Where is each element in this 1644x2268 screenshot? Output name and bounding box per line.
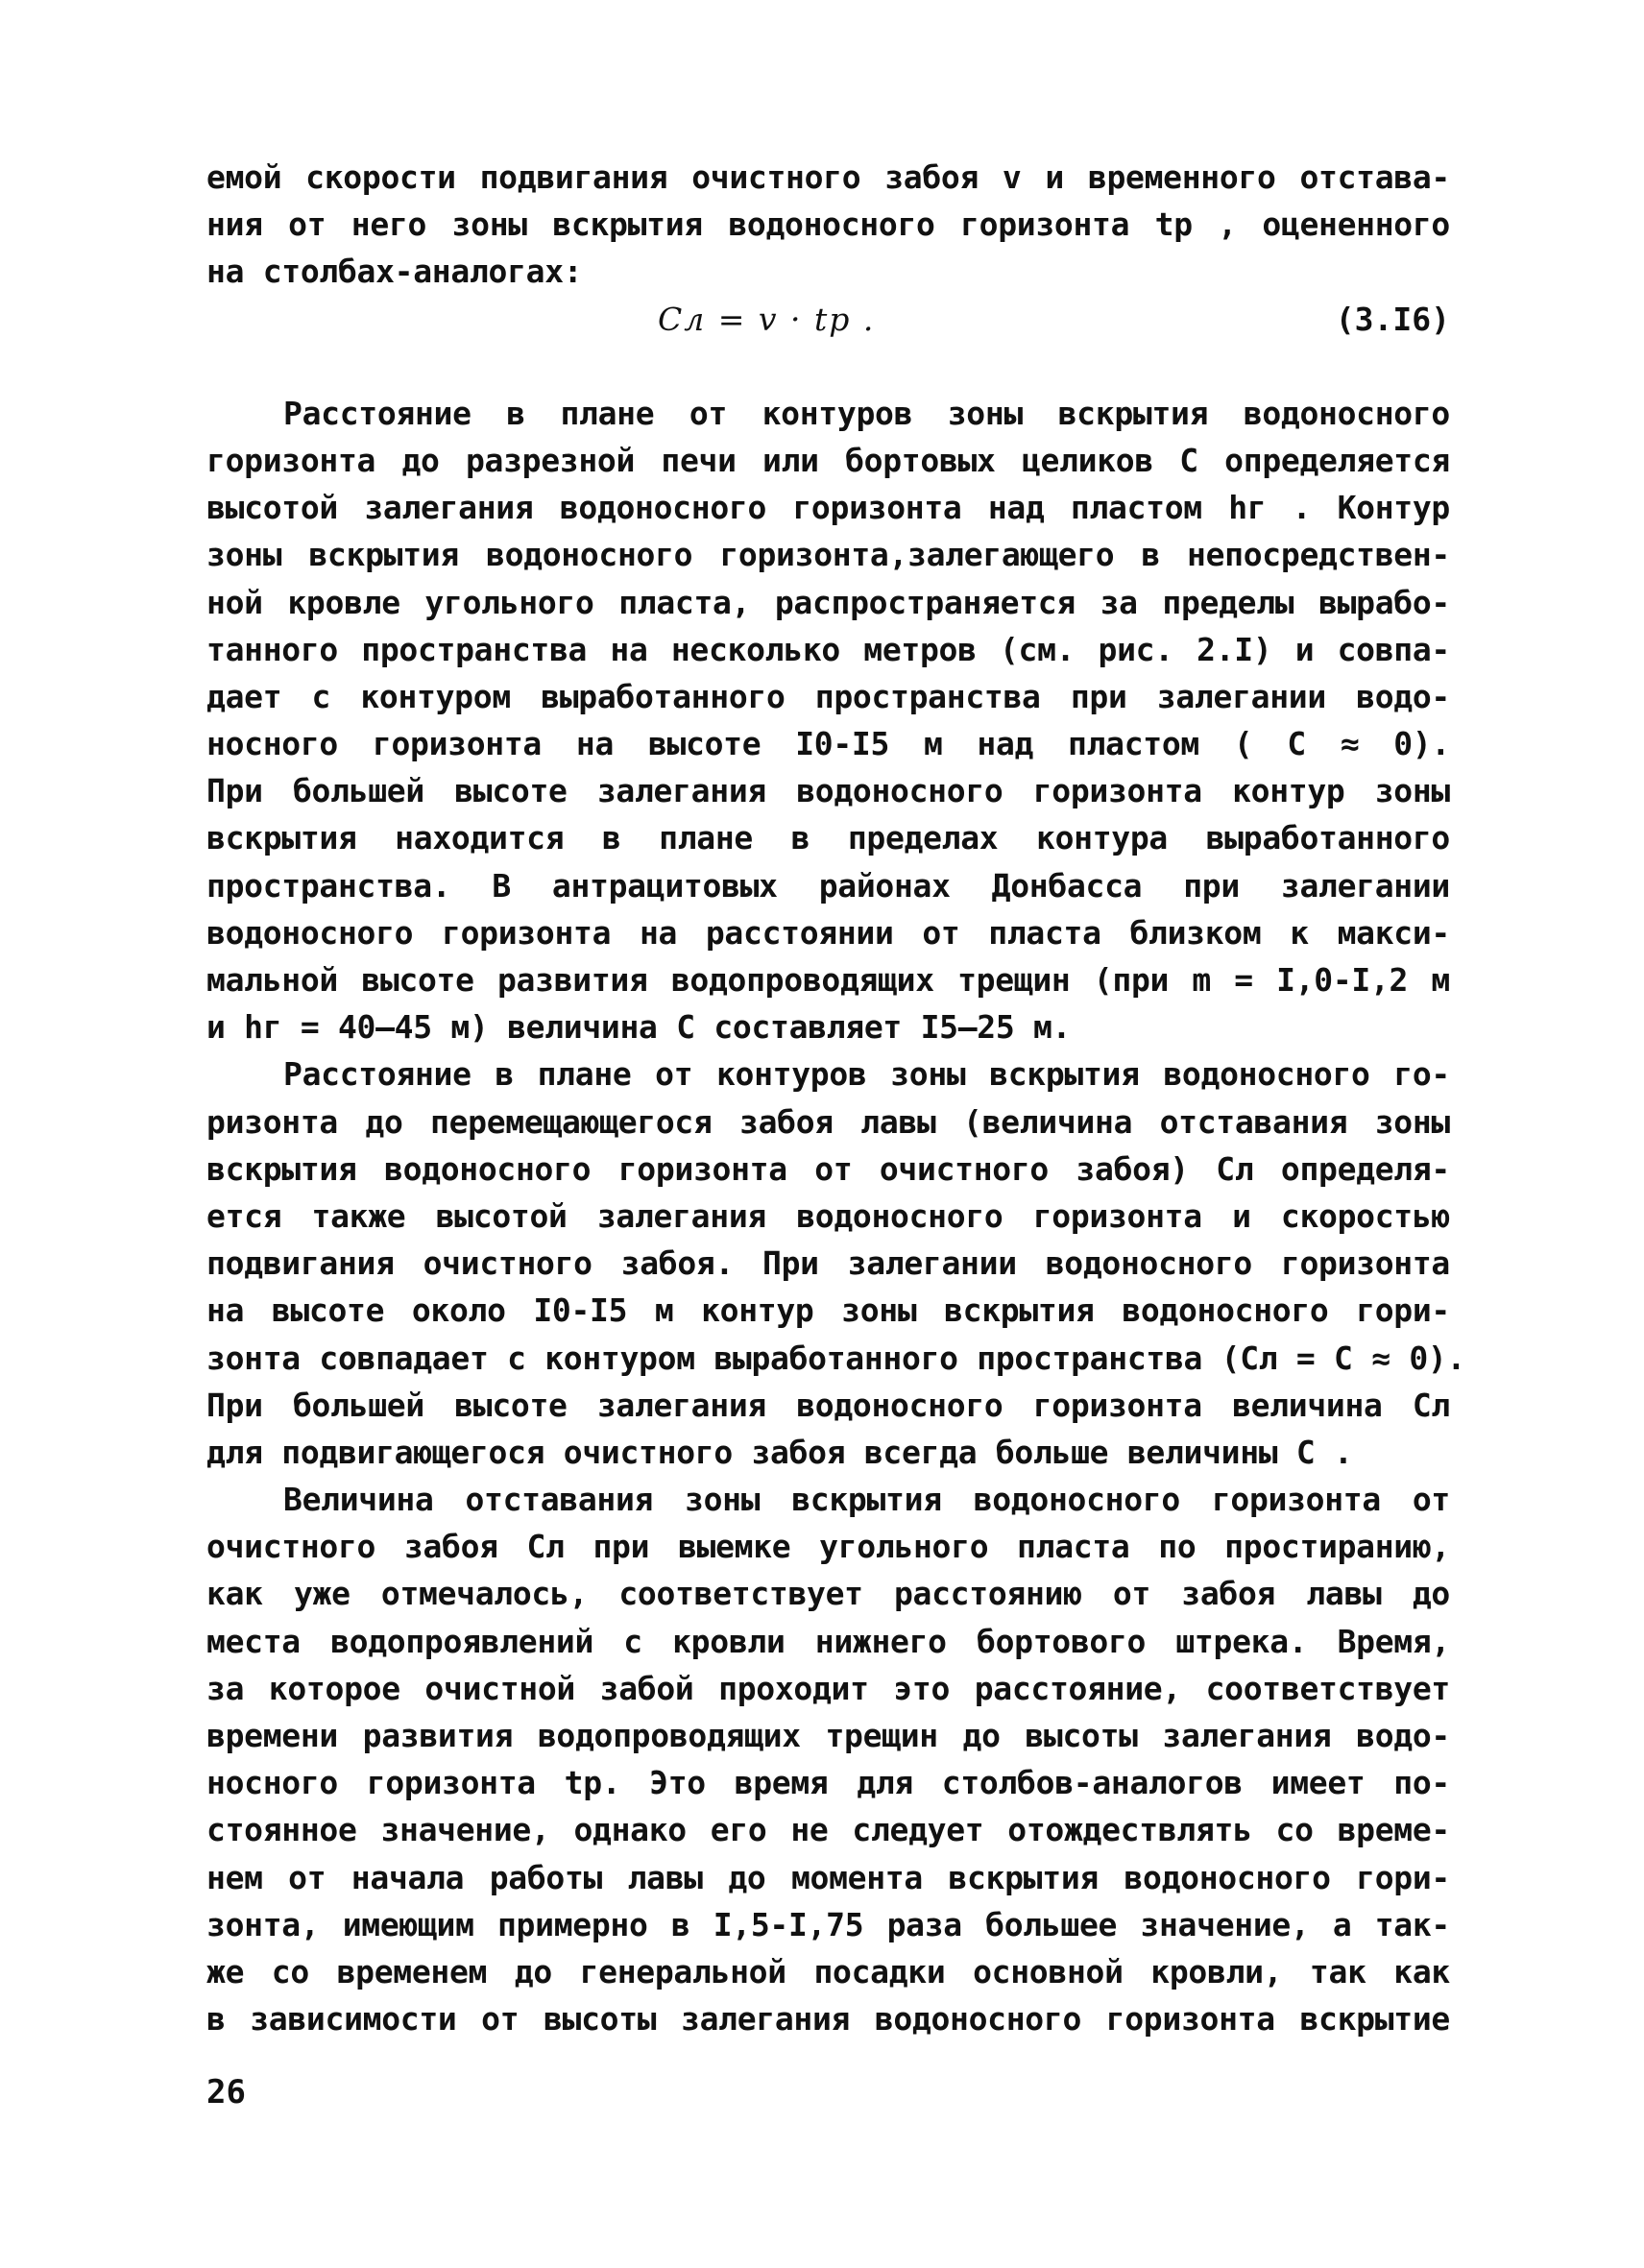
text-line: высотой залегания водоносного горизонта над пластом hг . Контур <box>206 489 1450 527</box>
text-line: ной кровле угольного пласта, распространяется за пределы вырабо- <box>206 583 1450 621</box>
text-line: танного пространства на несколько метров (см. рис. 2.I) и совпа- <box>206 630 1450 668</box>
text-line: дает с контуром выработанного пространства при залегании водо- <box>206 677 1450 715</box>
paragraph-1 <box>206 390 1450 1051</box>
text-line: для подвигающегося очистного забоя всегда больше величины C . <box>206 1433 1353 1471</box>
text-line: горизонта до разрезной печи или бортовых целиков C определяется <box>206 441 1450 479</box>
paragraph-intro <box>206 154 1450 296</box>
formula-row <box>206 296 1450 343</box>
text-line: При большей высоте залегания водоносного горизонта контур зоны <box>206 772 1450 810</box>
text-line: водоносного горизонта на расстоянии от пласта близком к макси- <box>206 913 1450 952</box>
text-line: подвигания очистного забоя. При залегании водоносного горизонта <box>206 1244 1450 1283</box>
text-line: емой скорости подвигания очистного забоя v и временного отстава- <box>206 158 1450 196</box>
text-line: зонта совпадает с контуром выработанного пространства (Cл = C ≈ 0). <box>206 1339 1466 1377</box>
text-line: за которое очистной забой проходит это расстояние, соответствует <box>206 1669 1450 1707</box>
text-line: носного горизонта на высоте I0-I5 м над пластом ( C ≈ 0). <box>206 725 1450 763</box>
text-line: мальной высоте развития водопроводящих трещин (при m = I,0-I,2 м <box>206 961 1450 999</box>
text-line: времени развития водопроводящих трещин до высоты залегания водо- <box>206 1717 1450 1754</box>
text-line: как уже отмечалось, соответствует расстоянию от забоя лавы до <box>206 1575 1450 1613</box>
text-line: в зависимости от высоты залегания водоносного горизонта вскрытие <box>206 2000 1450 2039</box>
text-line: ется также высотой залегания водоносного горизонта и скоростью <box>206 1196 1450 1235</box>
text-line: зонта, имеющим примерно в I,5-I,75 раза большее значение, а так- <box>206 1905 1450 1943</box>
text-line: стоянное значение, однако его не следует отождествлять со време- <box>206 1811 1450 1849</box>
text-line: и hг = 40–45 м) величина C составляет I5–25 м. <box>206 1008 1072 1047</box>
text-line: нем от начала работы лавы до момента вскрытия водоносного гори- <box>206 1858 1450 1896</box>
text-line: очистного забоя Cл при выемке угольного пласта по простиранию, <box>206 1528 1450 1566</box>
paragraph-2 <box>206 1050 1466 1476</box>
page-number: 26 <box>206 2073 246 2111</box>
formula: Cл = v · tр . <box>658 300 876 338</box>
text-line: пространства. В антрацитовых районах Донбасса при залегании <box>206 866 1450 905</box>
text-line: Расстояние в плане от контуров зоны вскрытия водоносного <box>283 394 1450 432</box>
text-line: носного горизонта tр. Это время для столбов-аналогов имеет по- <box>206 1764 1450 1802</box>
equation-number: (3.I6) <box>1335 300 1450 338</box>
text-line: зоны вскрытия водоносного горизонта,залегающего в непосредствен- <box>206 536 1450 574</box>
text-line: на столбах-аналогах: <box>206 253 583 291</box>
text-line: на высоте около I0-I5 м контур зоны вскрытия водоносного гори- <box>206 1291 1450 1330</box>
text-line: же со временем до генеральной посадки основной кровли, так как <box>206 1952 1450 1991</box>
text-line: При большей высоте залегания водоносного горизонта величина Cл <box>206 1386 1450 1424</box>
paragraph-3 <box>206 1476 1450 2042</box>
page-body <box>206 154 1466 2042</box>
text-line: вскрытия водоносного горизонта от очистного забоя) Cл определя- <box>206 1149 1450 1188</box>
text-line: вскрытия находится в плане в пределах контура выработанного <box>206 819 1450 857</box>
text-line: ризонта до перемещающегося забоя лавы (величина отставания зоны <box>206 1102 1450 1141</box>
text-line: ния от него зоны вскрытия водоносного горизонта tр , оцененного <box>206 205 1450 244</box>
text-line: Величина отставания зоны вскрытия водоносного горизонта от <box>283 1481 1450 1519</box>
text-line: Расстояние в плане от контуров зоны вскрытия водоносного го- <box>283 1055 1450 1094</box>
text-line: места водопроявлений с кровли нижнего бортового штрека. Время, <box>206 1622 1450 1660</box>
